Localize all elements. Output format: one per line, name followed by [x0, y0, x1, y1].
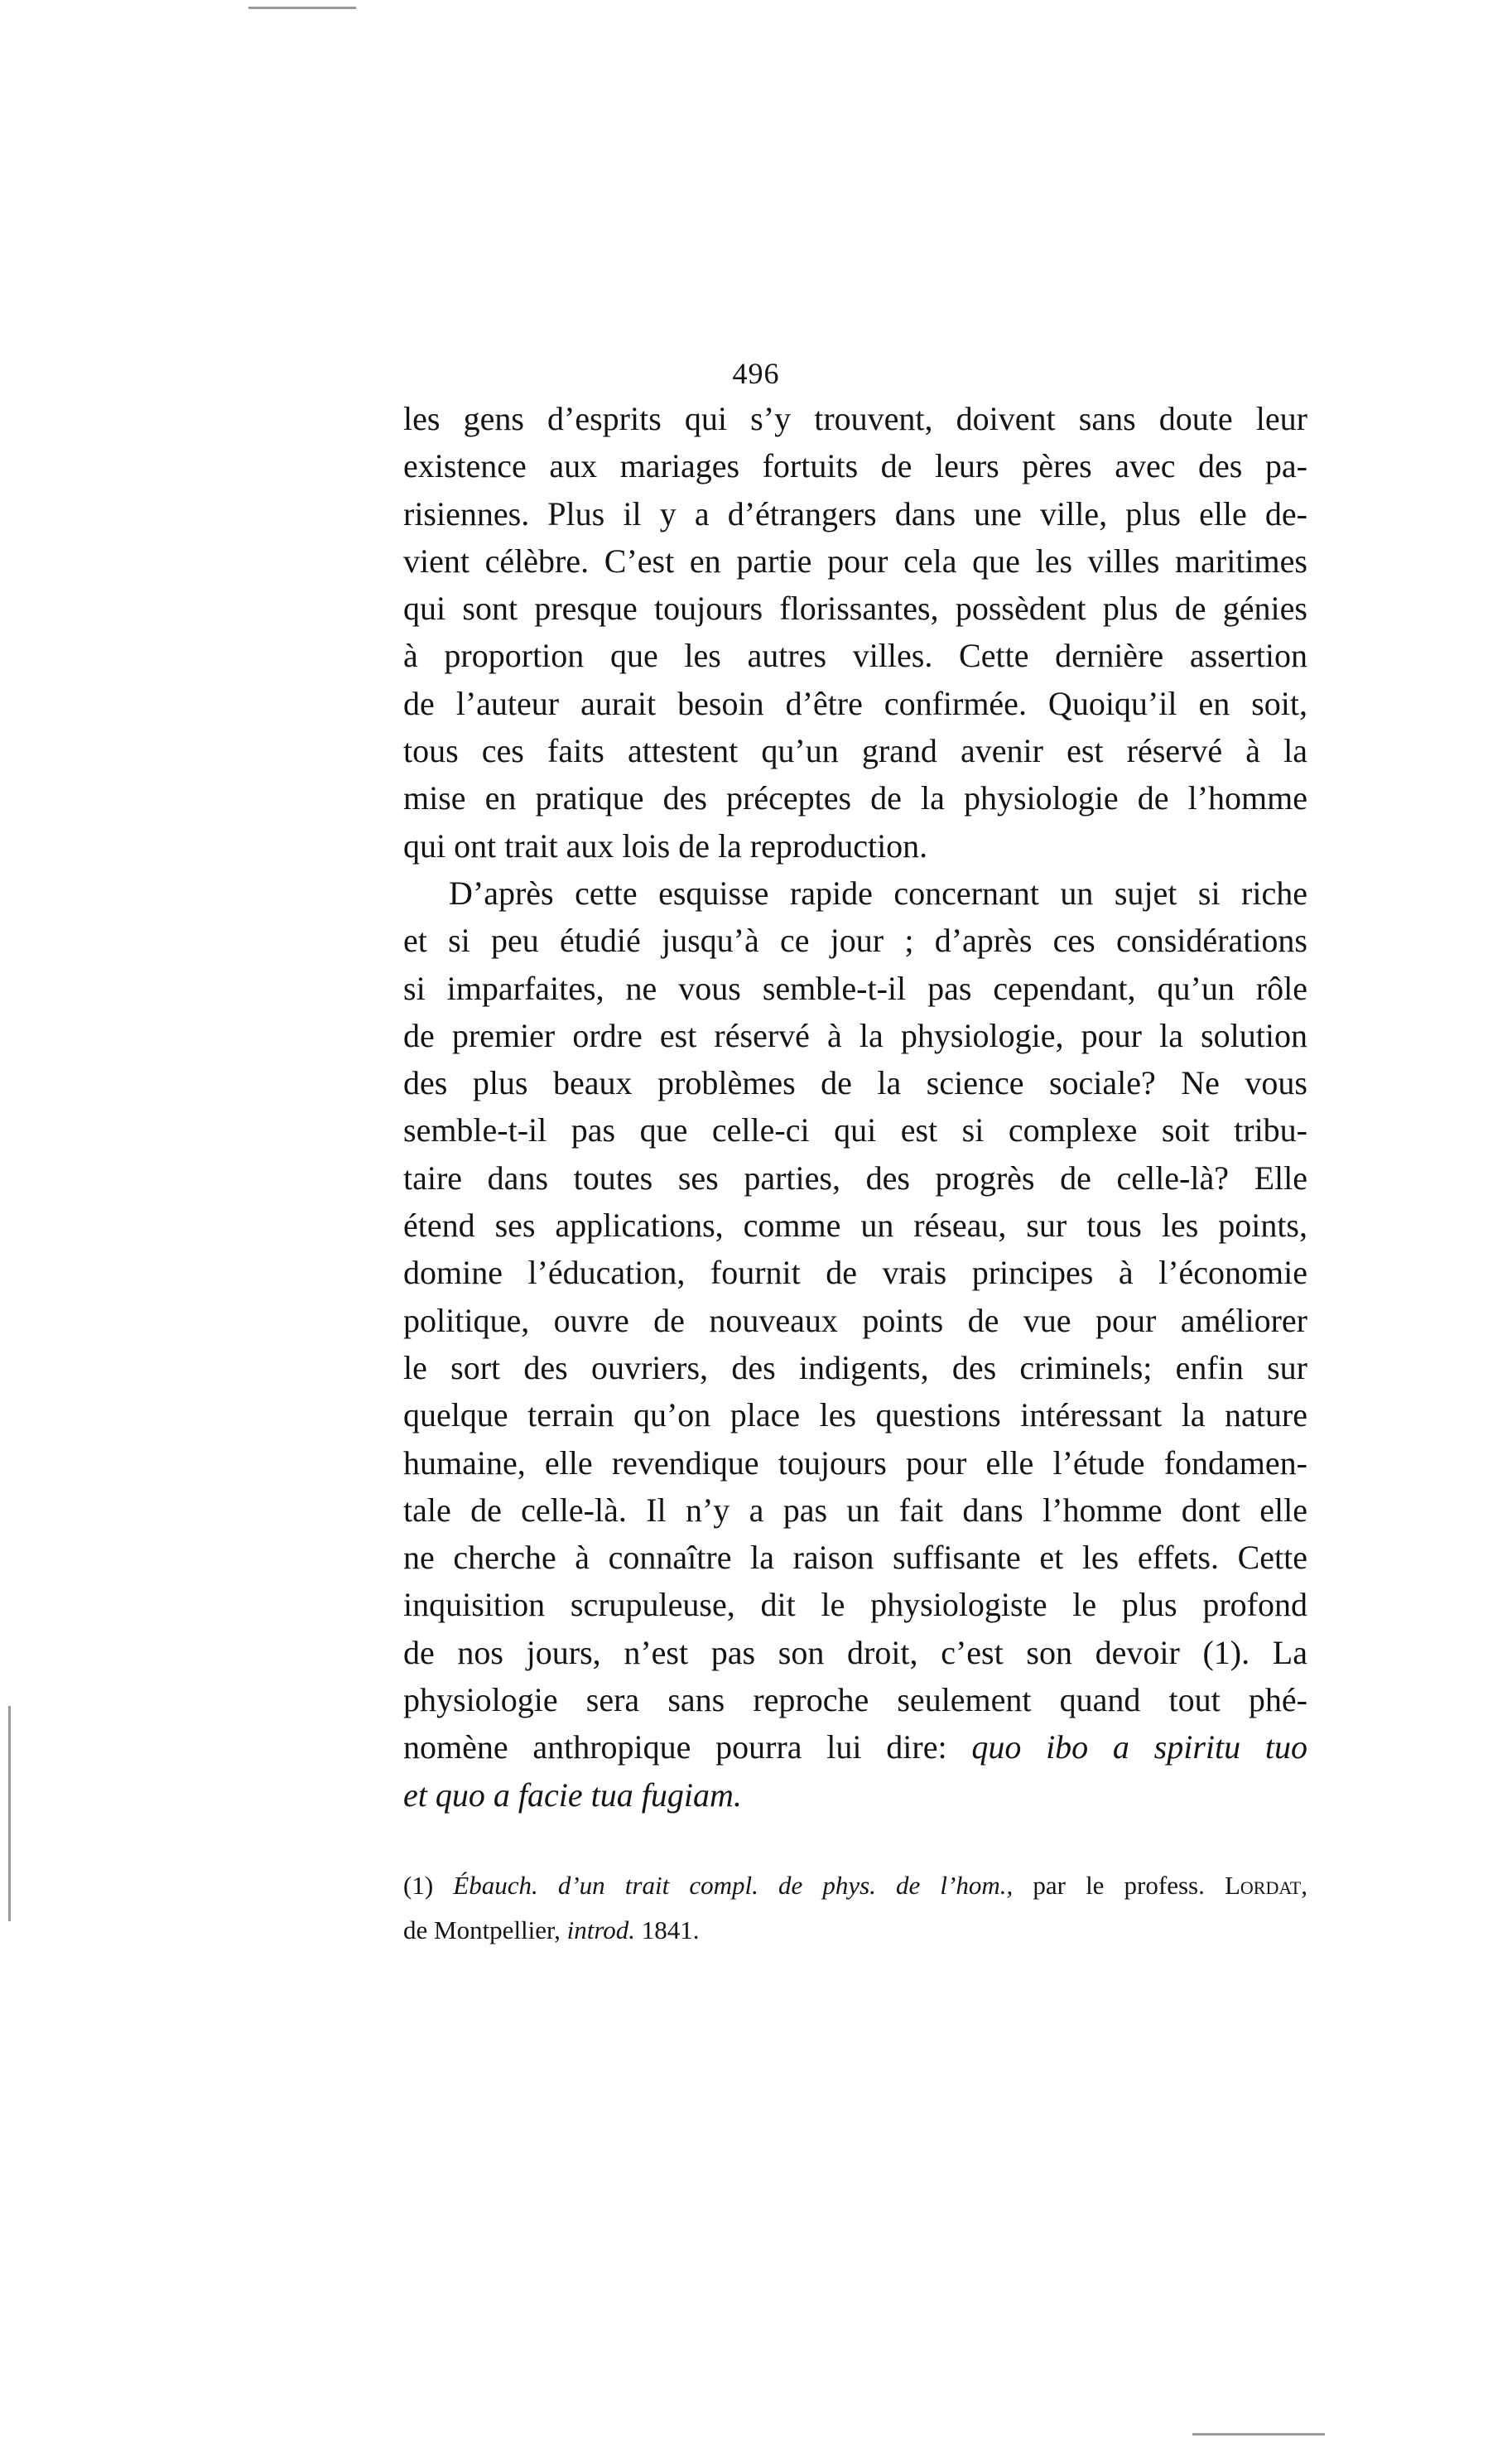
text-line: politique, ouvre de nouveaux points de vue pour améliorer [403, 1301, 1307, 1339]
latin-quote: quo ibo a spiritu tuo [971, 1728, 1307, 1766]
footnote-section: introd. [566, 1915, 636, 1944]
text-line: taire dans toutes ses parties, des progrès de celle-là? Elle [403, 1159, 1307, 1197]
text-line: de l’auteur aurait besoin d’être confirmée. Quoiqu’il en soit, [403, 684, 1307, 722]
text-line: de premier ordre est réservé à la physiologie, pour la solution [403, 1016, 1307, 1054]
text-line: humaine, elle revendique toujours pour elle l’étude fondamen- [403, 1443, 1307, 1482]
text-line: à proportion que les autres villes. Cette dernière assertion [403, 637, 1307, 675]
footnote-line [403, 1908, 1307, 1953]
scan-mark-bottom [1192, 2433, 1325, 2436]
footnote-marker: (1) [403, 1871, 434, 1900]
text-line: domine l’éducation, fournit de vrais principes à l’économie [403, 1254, 1307, 1292]
text-line: semble-t-il pas que celle-ci qui est si complexe soit tribu- [403, 1111, 1307, 1149]
text-line: si imparfaites, ne vous semble-t-il pas cependant, qu’un rôle [403, 969, 1307, 1007]
page-number: 496 [732, 357, 780, 390]
text-line: risiennes. Plus il y a d’étrangers dans une ville, plus elle de- [403, 494, 1307, 532]
text-line: qui ont trait aux lois de la reproduction. [403, 826, 928, 865]
footnote-year: 1841. [641, 1915, 700, 1944]
text-line: physiologie sera sans reproche seulement quand tout phé- [403, 1681, 1307, 1719]
footnote-author: Lordat, [1224, 1871, 1307, 1900]
text-line-with-quote [403, 1723, 1307, 1771]
text-line: qui sont presque toujours florissantes, possèdent plus de génies [403, 590, 1307, 628]
footnote-place: de Montpellier, [403, 1915, 561, 1944]
body-text [403, 395, 1307, 1819]
text-line: de nos jours, n’est pas son droit, c’est son devoir (1). La [403, 1633, 1307, 1671]
latin-quote: et quo a facie tua fugiam. [403, 1776, 742, 1814]
text-line: tous ces faits attestent qu’un grand avenir est réservé à la [403, 732, 1307, 770]
text-line: les gens d’esprits qui s’y trouvent, doivent sans doute leur [403, 400, 1307, 437]
text-line: des plus beaux problèmes de la science sociale? Ne vous [403, 1064, 1307, 1102]
text-line: quelque terrain qu’on place les questions intéressant la nature [403, 1396, 1307, 1434]
text-segment: nomène anthropique pourra lui dire: [403, 1728, 947, 1766]
footnote [403, 1863, 1307, 1953]
text-line: mise en pratique des préceptes de la physiologie de l’homme [403, 779, 1307, 817]
text-line [403, 1771, 1307, 1819]
text-line: étend ses applications, comme un réseau, sur tous les points, [403, 1207, 1307, 1245]
text-line: inquisition scrupuleuse, dit le physiologiste le plus profond [403, 1586, 1307, 1624]
scan-mark-top [248, 7, 356, 9]
text-line: existence aux mariages fortuits de leurs pères avec des pa- [403, 447, 1307, 485]
paragraph-start-line: D’après cette esquisse rapide concernant un sujet si riche [449, 874, 1307, 912]
text-line: vient célèbre. C’est en partie pour cela que les villes maritimes [403, 542, 1307, 580]
scan-mark-left [8, 1706, 11, 1921]
footnote-line [403, 1863, 1307, 1908]
text-line: ne cherche à connaître la raison suffisante et les effets. Cette [403, 1539, 1307, 1577]
footnote-title: Ébauch. d’un trait compl. de phys. de l’hom., [453, 1871, 1014, 1900]
text-line: le sort des ouvriers, des indigents, des criminels; enfin sur [403, 1348, 1307, 1386]
text-line: tale de celle-là. Il n’y a pas un fait dans l’homme dont elle [403, 1491, 1307, 1529]
footnote-by: par le profess. [1033, 1871, 1205, 1900]
text-line: et si peu étudié jusqu’à ce jour ; d’après ces considérations [403, 922, 1307, 960]
